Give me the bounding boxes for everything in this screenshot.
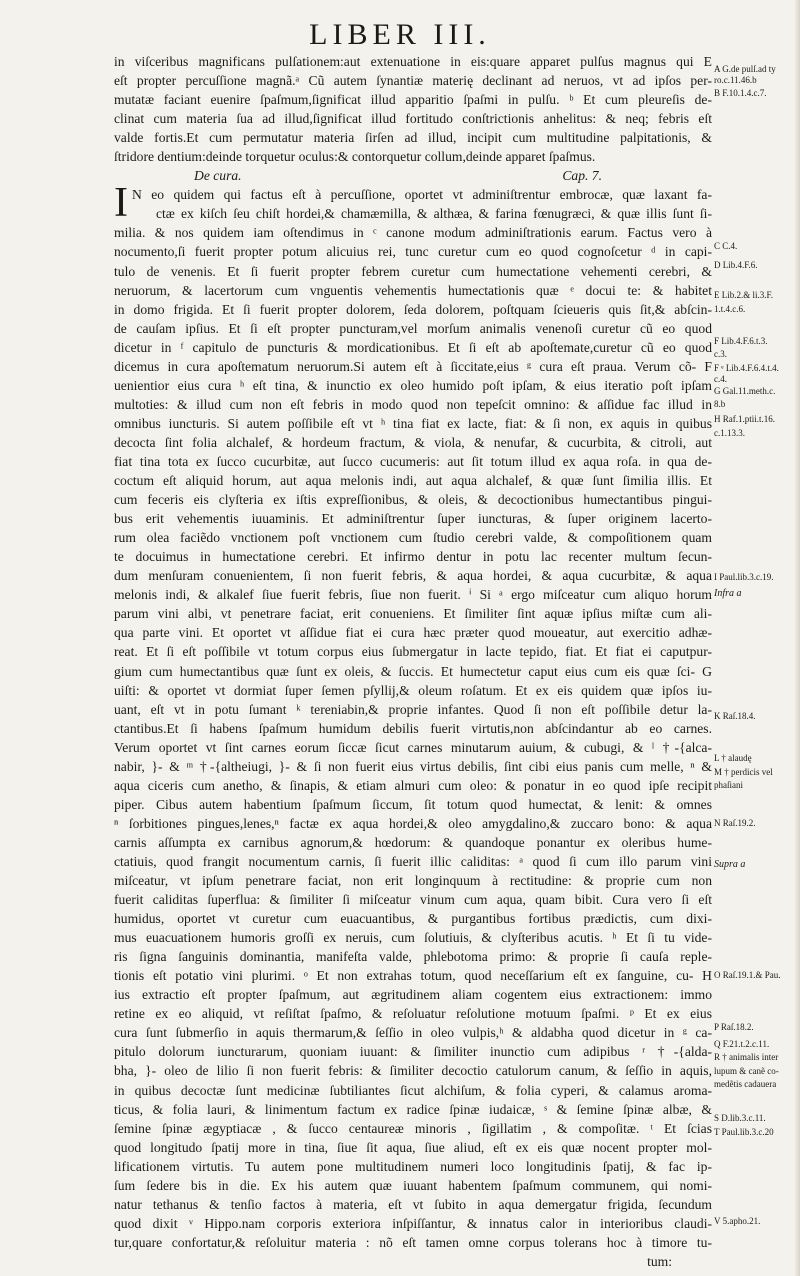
line-text: in quibus decoctæ ſunt medicinæ ſubtiliantes ſicut alchiſum, & folia cyperi, & calamus aroma-	[114, 1082, 712, 1098]
text-line	[114, 566, 712, 585]
line-text: ſum ſedere bis in die. Ex his autem quæ iuuant habentem ſpaſmum communem, qui nomi-	[114, 1177, 712, 1193]
line-text: coctum eſt aliquid horum, aut aqua melonis indi, aut aqua alchalef, & quæ ſunt ſimilia illis. Et	[114, 473, 712, 489]
text-line	[114, 71, 712, 90]
line-text: N eo quidem qui factus eſt à percuſſione, oportet vt adminiſtrentur embrocæ, quæ laxant fa-	[132, 187, 712, 203]
margin-note: L † alaudę	[714, 753, 752, 764]
text-line	[114, 414, 712, 433]
text-line	[114, 1176, 712, 1195]
line-text: tur,quare confortatur,& reſoluitur materia : nõ eſt tamen omne corpus tolerans hoc à timore tu-	[114, 1234, 712, 1250]
text-line	[114, 947, 712, 966]
line-text: ⁿ ſorbitiones pingues,lenes,ⁿ factæ ex aqua hordei,& oleo amygdalino,& zuccaro bono: & aqua	[114, 815, 712, 831]
line-text: in domo frigida. Et ſi fuerit propter dolorem, ſeda dolorem, poſtquam ſcieueris quis ſit,& abſcin-	[114, 301, 712, 317]
line-text: valde fortis.Et cum permutatur materia ſirſen ad illud, incipit cum multitudine palpitationis, &	[114, 130, 712, 146]
margin-note: T Paul.lib.3.c.20	[714, 1126, 774, 1137]
text-line	[114, 1042, 712, 1061]
line-text: gium cum humectantibus quæ ſunt ex oleis, & ſuccis. Et humectetur caput eius cum eis quæ ſci- G	[114, 663, 712, 679]
margin-note: V 5.apho.21.	[714, 1216, 761, 1227]
line-text: quod dixit ᵛ Hippo.nam corporis exteriora inſpiſſantur, & innatus calor in interioribus claudi-	[114, 1215, 712, 1231]
line-text: parum vini albi, vt penetrare faciat, erit conueniens. Et ſimiliter ſint aquæ ipſius miſtæ cum ali-	[114, 606, 712, 622]
page-title: LIBER III.	[309, 18, 491, 51]
margin-note: 1.t.4.c.6.	[714, 303, 746, 314]
text-line	[114, 1100, 712, 1119]
margin-note: P Raſ.18.2.	[714, 1021, 754, 1032]
text-line	[114, 128, 712, 147]
text-line	[114, 642, 712, 661]
text-line	[114, 376, 712, 395]
line-text: neruorum, & lacertorum cum vnguentis vehementis humectationis quæ ᵉ docui te: & habitet	[114, 282, 712, 298]
text-line	[114, 1214, 712, 1233]
text-line	[114, 1081, 712, 1100]
text-line	[114, 509, 712, 528]
line-text: cum feceris eis clyſteria ex iſtis expreſſionibus, & oleis, & decoctionibus humectantibus pingui-	[114, 492, 712, 508]
line-text: Verum oportet vt ſint carnes eorum ſiccæ ſicut carnes minutarum auium, & cubugi, & ˡ †-{alca-	[114, 739, 712, 755]
main-text-column	[114, 52, 712, 1271]
line-text: ris ſigna ſanguinis dominantia, manifeſta valde, phlebotoma primo: & proprie ſi cauſa reple-	[114, 949, 712, 965]
line-text: natur tethanus & tenſio factos à materia, eſt vt ſubito in aqua demergatur frigida, ſecundum	[114, 1196, 712, 1212]
text-line	[114, 833, 712, 852]
line-text: dicetur in ᶠ capitulo de puncturis & mordicationibus. Et ſi eſt ab apoſtemate,curetur cũ eo quod	[114, 339, 712, 355]
text-line	[114, 1233, 712, 1252]
margin-note: c.4.	[714, 374, 727, 385]
line-text: bus erit vehementis iuuaminis. Et adminiſtrentur ſuper iuncturas, & ſuper originem lacerto-	[114, 511, 712, 527]
text-line	[114, 890, 712, 909]
text-line	[114, 1061, 712, 1080]
line-text: cura ſunt ſubmerſio in aquis thermarum,& ſeſſio in oleo vulpis,ʰ & aldabha quod dicetur in ᵍ ca-	[114, 1025, 712, 1041]
text-line	[114, 604, 712, 623]
text-line	[114, 338, 712, 357]
margin-note: Supra a	[714, 859, 746, 870]
margin-note: medẽtis cadauera	[714, 1079, 777, 1090]
line-text: ſtridore dentium:deinde torquetur oculus:& contorquetur collum,deinde apparet ſpaſmus.	[114, 149, 596, 165]
text-line	[114, 1119, 712, 1138]
line-text: omnibus iuncturis. Si autem poſſibile eſt vt ʰ tina fiat ex lacte, fiat: & ſi non, ex aquis in quibus	[114, 415, 712, 431]
margin-note: c.1.13.3.	[714, 427, 745, 438]
margin-note: O Raſ.19.1.& Pau.	[714, 970, 781, 981]
text-line	[114, 757, 712, 776]
text-line	[132, 204, 712, 223]
text-line	[114, 395, 712, 414]
text-line	[114, 109, 712, 128]
line-text: uant, eſt vt in potu ſumant ᵏ tereniabin,& proprie infantes. Quod ſi non eſt poſſibile detur la-	[114, 701, 712, 717]
text-line	[114, 966, 712, 985]
margin-note: A G.de pulſ.ad ty	[714, 63, 776, 74]
margin-note: B F.10.1.4.c.7.	[714, 88, 767, 99]
margin-note: C C.4.	[714, 240, 738, 251]
margin-note: F Lib.4.F.6.t.3.	[714, 336, 768, 347]
margin-note: Q F.21.t.2.c.11.	[714, 1039, 770, 1050]
line-text: lificationem virtutis. Tu autem pone multitudinem numeri loco longitudinis ſpatij, & fac ip-	[114, 1158, 712, 1174]
line-text: de cauſam ipſius. Et ſi eſt propter puncturam,vel morſum animalis venenoſi curetur cũ eo quod	[114, 320, 712, 336]
line-text: dicemus in cura apoſtematum neruorum.Si autem eſt à ſiccitate,eius ᵍ cura eſt praua. Verum cõ- F	[114, 358, 712, 374]
line-text: uiſti: & oportet vt dormiat ſuper ſemen pſyllij,& oleum roſatum. Et ex eis quidem quæ ipſos iu-	[114, 682, 712, 698]
chapter-label: Cap. 7.	[562, 168, 602, 184]
margin-note: phaſiani	[714, 779, 743, 790]
text-line	[114, 547, 712, 566]
line-text: milia. & nos quidem iam oſtendimus in ᶜ canone modum adminiſtrationis earum. Factus vero à	[114, 225, 712, 241]
text-line	[114, 795, 712, 814]
line-text: te docuimus in humectatione cerebri. Et infirmo dentur in potu lac recenter multum ſecun-	[114, 549, 712, 565]
line-text: in viſceribus magnificans pulſationem:aut extenuatione in eis:quare apparet pulſus magnus qui E	[114, 54, 712, 69]
text-line	[114, 433, 712, 452]
line-text: carnis aſſumpta ex carnibus agnorum,& hœdorum: & quandoque ponantur ex oleribus hume-	[114, 834, 712, 850]
margin-note: F ᵉ Lib.4.F.6.4.t.4.	[714, 362, 779, 373]
text-line	[114, 681, 712, 700]
line-text: qua parte vini. Et oportet vt aſſidue fiat ei cura hæc præter quod moueatur, aut exercitio adhæ-	[114, 625, 712, 641]
text-line	[114, 471, 712, 490]
margin-note: I Paul.lib.3.c.19.	[714, 572, 774, 583]
line-text: uenientior eius cura ʰ eſt tina, & inunctio ex oleo humido poſt ipſam, & eius iteratio poſt ipſam	[114, 377, 712, 393]
margin-note: lupum & canẽ co-	[714, 1065, 779, 1076]
line-text: dum menſuram conuenientem, ſi non fuerit febris, & aqua hordei, & aqua cucurbitæ, & aqua	[114, 568, 712, 584]
line-text: tum:	[647, 1253, 672, 1269]
text-line	[114, 738, 712, 757]
text-line	[114, 719, 712, 738]
line-text: quod longitudo ſpatij more in tina, ſiue ſit aqua, ſiue aliud, eſt ex eis quæ nocent propter mol-	[114, 1139, 712, 1155]
line-text: nabir, }- & ᵐ †-{altheiugi, }- & ſi non fuerit eius virtus debilis, ſint cibi eius panis cum melle, ⁿ &	[114, 758, 712, 774]
line-text: ctæ ex kiſch ſeu chiſt hordei,& chamæmilla, & althæa, & farina fœnugræci, & quæ illis ſunt ſi-	[156, 206, 712, 222]
line-text: tionis eſt potatio vini plurimi. ᵒ Et non extrahas totum, quod neceſſarium eſt ex ſanguine, cu- H	[114, 968, 712, 984]
text-line	[114, 281, 712, 300]
text-line	[114, 1252, 712, 1271]
margin-note: 8.b	[714, 398, 726, 409]
text-line	[114, 223, 712, 242]
margin-note: K Raſ.18.4.	[714, 711, 756, 722]
text-line	[114, 662, 712, 681]
text-line	[114, 1023, 712, 1042]
margin-note: H Raf.1.ptii.t.16.	[714, 414, 775, 425]
line-text: retine ex eo aliquid, vt reſiſtat ſpaſmo, & reſoluatur reſolutione motuum ſpaſmi. ᵖ Et ex eius	[114, 1006, 712, 1022]
text-line	[114, 909, 712, 928]
margin-note: Infra a	[714, 588, 742, 600]
margin-note: G Gal.11.meth.c.	[714, 385, 776, 396]
line-text: multoties: & illud cum non eſt febris in modo quod non tepeſcit omnino: & aſſidue fac illud in	[114, 396, 712, 412]
line-text: ctatiuis, quod frangit nocumentum carnis, ſi fuerit illic caliditas: ᵃ quod ſi cum illo parum vini	[114, 853, 712, 869]
margin-note: c.3.	[714, 349, 727, 360]
line-text: humidus, oportet vt curetur cum euacuantibus, & purgantibus fortibus prædictis, cum dixi-	[114, 911, 712, 927]
text-line	[114, 262, 712, 281]
margin-note: R † animalis inter	[714, 1052, 779, 1063]
line-text: nocumento,ſi fuerit propter potum alicuius rei, tunc curetur cum eo quod cognoſcetur ᵈ in capi-	[114, 244, 712, 260]
text-line	[114, 52, 712, 71]
line-text: ctantibus.Et ſi habens ſpaſmum humidum debilis fuerit virtutis,non abſcindantur ab eo carnes.	[114, 720, 712, 736]
text-line	[114, 585, 712, 604]
text-line	[114, 319, 712, 338]
line-text: piper. Cibus autem habentium ſpaſmum ſiccum, ſit totum quod humectat, & lenit: & omnes	[114, 796, 712, 812]
line-text: fiat tina tota ex ſucco cucurbitæ, aut ſucco cucumeris: aut ſit totum illud ex aqua roſa. in qua de-	[114, 453, 712, 469]
text-line	[114, 814, 712, 833]
text-line	[114, 147, 712, 166]
drop-cap: I	[114, 180, 128, 227]
line-text: decocta ſint folia alchalef, & hordeum fractum, & viola, & nenufar, & cucurbita, & citroli, aut	[114, 434, 712, 450]
text-line	[114, 1138, 712, 1157]
text-line	[114, 357, 712, 376]
text-line	[114, 242, 712, 261]
line-text: fuerit caliditas ſuperflua: & ſimiliter ſi miſceatur vinum cum aqua, quam bibit. Cura vero ſi eſt	[114, 892, 712, 908]
line-text: ius extractio eſt propter ſpaſmum, aut ægritudinem aliam cogentem eius extractionem: immo	[114, 987, 712, 1003]
text-line	[114, 623, 712, 642]
text-line	[114, 452, 712, 471]
line-text: bha, }- oleo de lilio ſi non fuerit febris: & ſimiliter decoctio catulorum canum, & ſeſſio in aquis,	[114, 1063, 712, 1079]
line-text: eſt propter percuſſione magnã.ᵃ Cũ autem ſynantiæ materię declinant ad neruos, vt ad ipſos per-	[114, 73, 712, 89]
line-text: melonis indi, & alkalef ſiue fuerit febris, ſiue non fuerit. ⁱ Si ᵃ ergo miſceatur cum aliquo horum	[114, 587, 712, 603]
line-text: aqua ciceris cum anetho, & ſinapis, & etiam almuri cum oleo: & ponatur in eo quod ipſe recipit	[114, 777, 712, 793]
line-text: mus euacuationem humoris groſſi ex neruis, cum ſolutiuis, & clyſteribus acutis. ʰ Et ſi tu vide-	[114, 930, 712, 946]
margin-note: N Raſ.19.2.	[714, 818, 756, 829]
text-line	[114, 1157, 712, 1176]
margin-note: S D.lib.3.c.11.	[714, 1113, 766, 1124]
margin-note: ro.c.11.46.b	[714, 75, 757, 86]
text-line	[114, 852, 712, 871]
margin-note: E Lib.2.& li.3.F.	[714, 290, 774, 301]
text-line	[114, 300, 712, 319]
line-text: tulo de venenis. Et ſi fuerit propter febrem curetur cum humectatione vehementi cerebri, &	[114, 263, 712, 279]
text-line	[114, 1195, 712, 1214]
line-text: clinat cum materia ſua ad illud,ſignificat illud fortitudo conſtrictionis anhelitus: & neq; febris eſt	[114, 111, 712, 127]
line-text: miſceatur, vt ipſum penetrare faciat, non erit longinquum à rectitudine: & proprie cum non	[114, 873, 712, 889]
text-line	[114, 871, 712, 890]
text-line	[114, 1004, 712, 1023]
margin-note: M † perdicis vel	[714, 766, 773, 777]
margin-note: D Lib.4.F.6.	[714, 259, 758, 270]
text-line	[114, 490, 712, 509]
page-edge-shadow	[794, 0, 800, 1276]
line-text: reat. Et ſi eſt poſſibile vt totum corpus eius ſubmergatur in lacte tepido, fiat. Et fiat ei caputpur-	[114, 644, 712, 660]
line-text: ticus, & folia lauri, & linimentum factum ex radice ſpinæ iudaicæ, ˢ & ſemine ſpinæ albæ, &	[114, 1101, 712, 1117]
text-line	[114, 528, 712, 547]
text-line	[114, 166, 712, 185]
text-line	[114, 700, 712, 719]
text-line	[114, 928, 712, 947]
section-heading: De cura.	[194, 168, 242, 184]
text-line	[114, 90, 712, 109]
text-line	[114, 776, 712, 795]
line-text: ſemine ſpinæ ægyptiacæ , & ſucco centaureæ minoris , ſigillatim , & compoſitæ. ᵗ Et ſcias	[114, 1120, 712, 1136]
line-text: mutatæ faciant euenire ſpaſmum,ſignificat illud apparitio ſpaſmi in pulſu. ᵇ Et cum pleureſis de-	[114, 92, 712, 108]
line-text: pitulo dolorum iuncturarum, quoniam iuuant: & ſimiliter inunctio cum adipibus ʳ †-{alda-	[114, 1044, 712, 1060]
text-line	[114, 985, 712, 1004]
line-text: rum olea faciẽdo vnctionem poſt vnctionem cum ſtudio cerebri valde, & compoſitionem quam	[114, 530, 712, 546]
